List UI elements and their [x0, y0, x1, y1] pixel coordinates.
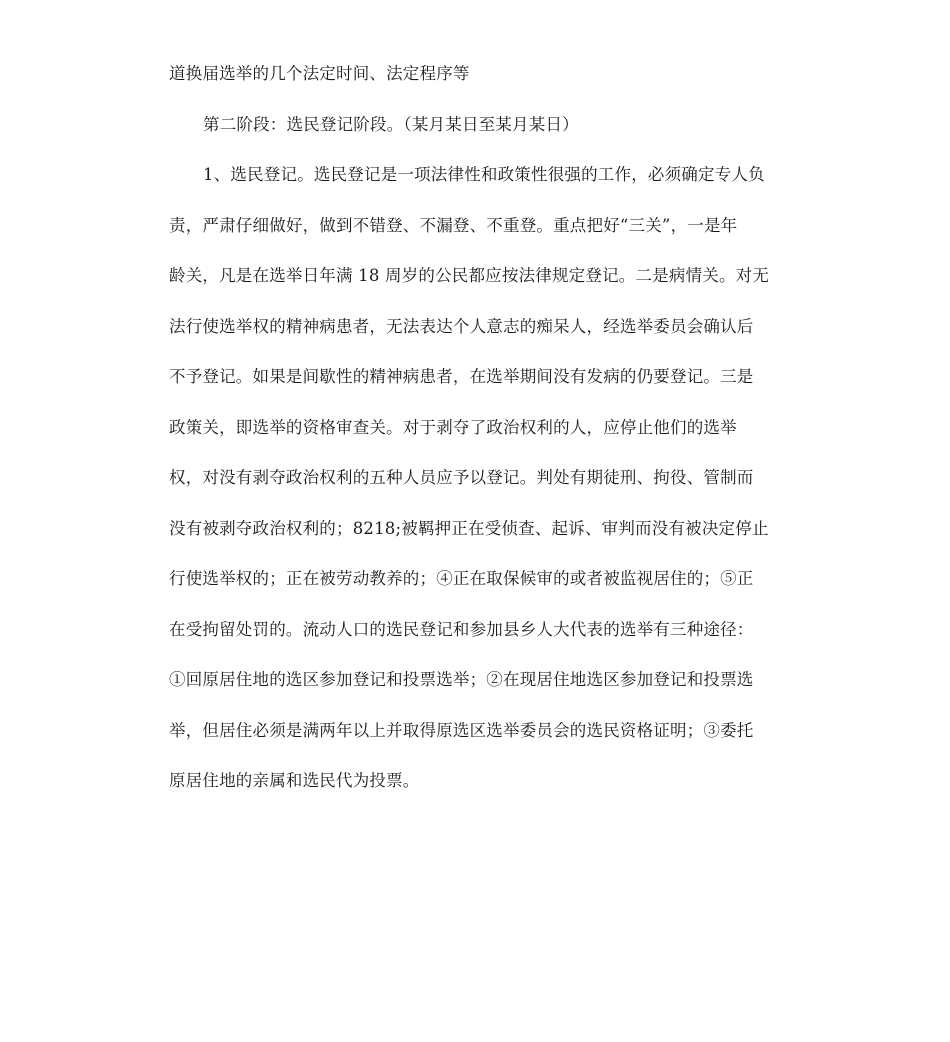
text-line: 没有被剥夺政治权利的；8218;被羁押正在受侦查、起诉、审判而没有被决定停止 [169, 518, 769, 538]
text-line-continuation: 道换届选举的几个法定时间、法定程序等 [169, 64, 470, 83]
text-line: 行使选举权的；正在被劳动教养的；④正在取保候审的或者被监视居住的；⑤正 [169, 569, 754, 588]
text-line: 法行使选举权的精神病患者，无法表达个人意志的痴呆人，经选举委员会确认后 [169, 316, 754, 336]
document-body [169, 55, 784, 813]
text-line: 责，严肃仔细做好，做到不错登、不漏登、不重登。重点把好“三关”，一是年 [169, 215, 738, 235]
text-line: 举，但居住必须是满两年以上并取得原选区选举委员会的选民资格证明；③委托 [169, 720, 754, 740]
text-line: 不予登记。如果是间歇性的精神病患者，在选举期间没有发病的仍要登记。三是 [169, 367, 754, 386]
text-line: 权，对没有剥夺政治权利的五种人员应予以登记。判处有期徒刑、拘役、管制而 [169, 468, 754, 487]
text-line: 在受拘留处罚的。流动人口的选民登记和参加县乡人大代表的选举有三种途径： [169, 619, 754, 639]
text-line: 政策关，即选举的资格审查关。对于剥夺了政治权利的人，应停止他们的选举 [169, 417, 737, 437]
text-line: ①回原居住地的选区参加登记和投票选举；②在现居住地选区参加登记和投票选 [169, 670, 754, 689]
text-line-last: 原居住地的亲属和选民代为投票。 [169, 771, 420, 790]
paragraph-voter-registration-start: 1、选民登记。选民登记是一项法律性和政策性很强的工作，必须确定专人负 [203, 165, 765, 184]
text-line: 龄关，凡是在选举日年满 18 周岁的公民都应按法律规定登记。二是病情关。对无 [169, 266, 770, 285]
section-heading-stage-two: 第二阶段：选民登记阶段。（某月某日至某月某日） [203, 114, 579, 134]
